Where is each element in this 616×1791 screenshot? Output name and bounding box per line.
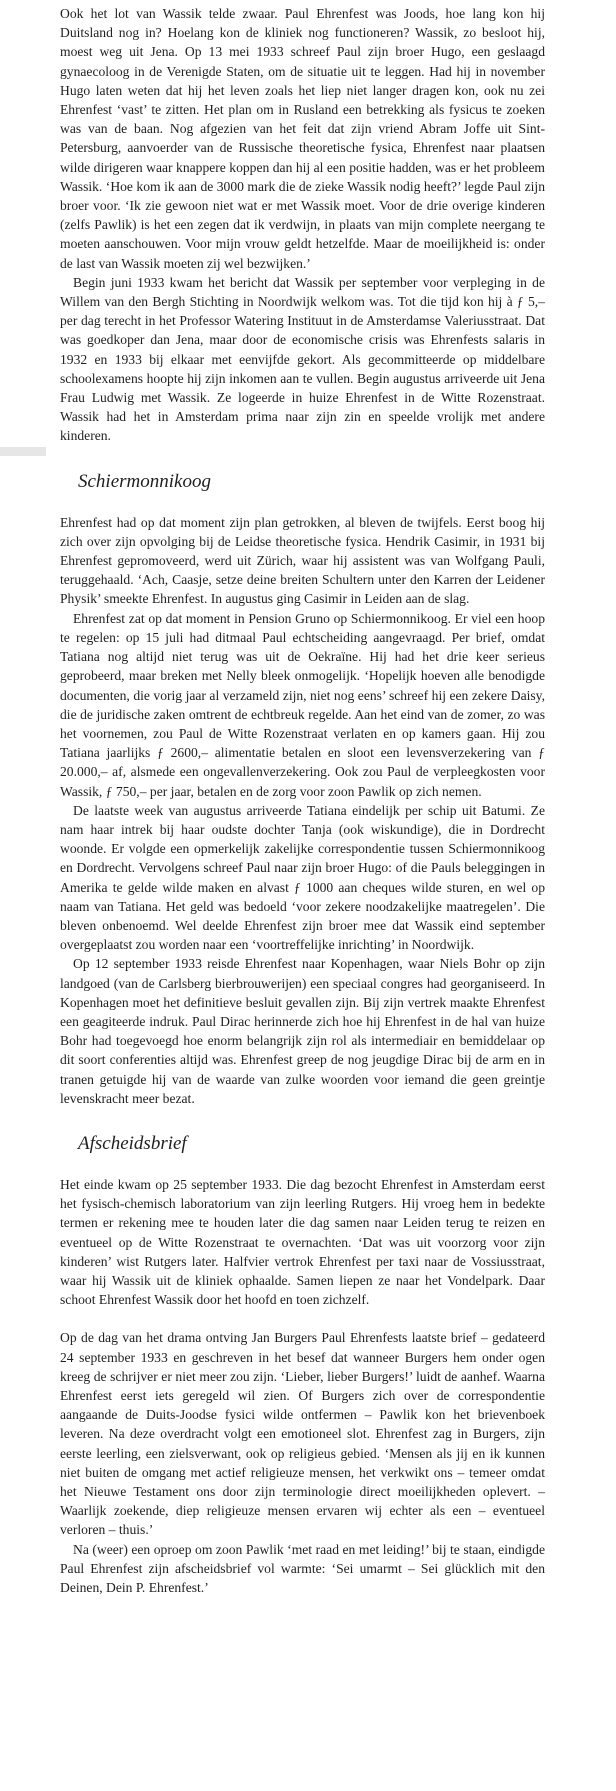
paragraph: Op de dag van het drama ontving Jan Burgers Paul Ehrenfests laatste brief – gedateerd 24 september 1933 en geschreven in het besef dat wanneer Burgers hem onder ogen kreeg de schrijver er niet meer zou zijn. ‘Lieber, lieber Burgers!’ luidt de aanhef. Waarna Ehrenfest eerst iets geregeld wil zien. Of Burgers zich over de correspondentie aangaande de Duits-Joodse fysici wilde ontfermen – Pawlik kon het brievenboek leveren. Na deze overdracht volgt een emotioneel slot. Ehrenfest zag in Burgers, zijn eerste leerling, een zielsverwant, ook op religieus gebied. ‘Mensen als jij en ik kunnen niet buiten de omgang met actief religieuze mensen, het verkwikt ons – temeer omdat het Nieuwe Testament ons door zijn terminologie direct moeilijkheden oplevert. – Waarlijk zoekende, diep religieuze mensen ervaren wij echter als een – eventueel verloren – thuis.’ bbox=[60, 1330, 545, 1538]
paragraph: Ehrenfest zat op dat moment in Pension Gruno op Schiermonnikoog. Er viel een hoop te regelen: op 15 juli had ditmaal Paul echtscheiding aangevraagd. Per brief, omdat Tatiana nog altijd niet terug was uit de Oekraïne. Hij had het drie keer serieus geprobeerd, maar breken met Nelly bleek onmogelijk. ‘Hopelijk hoeven alle benodigde documenten, die vorig jaar al verzameld zijn, niet nog eens’ schreef hij een zekere Daisy, die de juridische zaken omtrent de echtbreuk regelde. Aan het eind van de zomer, zo was het voornemen, zou Paul de Witte Rozenstraat verlaten en op kamers gaan. Hij zou Tatiana jaarlijks ƒ 2600,– alimentatie betalen en sloot een levensverzekering van ƒ 20.000,– af, alsmede een ongevallenverzekering. Ook zou Paul de verpleegkosten voor Wassik, ƒ 750,– per jaar, betalen en de zorg voor zoon Pawlik op zich nemen. bbox=[60, 610, 545, 799]
paragraph: Na (weer) een oproep om zoon Pawlik ‘met raad en met leiding!’ bij te staan, eindigde Paul Ehrenfest zijn afscheidsbrief vol warmte: ‘Sei umarmt – Sei glücklich mit den Deinen, Dein P. Ehrenfest.’ bbox=[60, 1541, 545, 1596]
paragraph: Het einde kwam op 25 september 1933. Die dag bezocht Ehrenfest in Amsterdam eerst het fysisch-chemisch laboratorium van zijn leerling Rutgers. Hij vroeg hem in bedekte termen er rekening mee te houden later die dag samen naar Leiden terug te reizen en eventueel op de Witte Rozenstraat te overnachten. ‘Dat was uit voorzorg voor zijn kinderen’ wist Rutgers later. Halfvier vertrok Ehrenfest per taxi naar de Vossiusstraat, waar hij Wassik uit de kliniek ophaalde. Samen liepen ze naar het Vondelpark. Daar schoot Ehrenfest Wassik door het hoofd en toen zichzelf. bbox=[60, 1176, 545, 1308]
paragraph-gap bbox=[60, 1309, 545, 1328]
paragraph: Op 12 september 1933 reisde Ehrenfest naar Kopenhagen, waar Niels Bohr op zijn landgoed (van de Carlsberg bierbrouwerijen) een speciaal congres had georganiseerd. In Kopenhagen moet het definitieve besluit gevallen zijn. Bij zijn vertrek maakte Ehrenfest een geagiteerde indruk. Paul Dirac herinnerde zich hoe hij Ehrenfest in de hal van huize Bohr had toegevoegd hoe enorm belangrijk zijn rol als intermediair en bemiddelaar op dit soort conferenties altijd was. Ehrenfest greep de nog jeugdige Dirac bij de arm en in tranen getuigde hij van de waarde van zulke woorden voor iemand die geen greintje levenskracht meer bezat. bbox=[60, 956, 545, 1106]
paragraph: Ook het lot van Wassik telde zwaar. Paul Ehrenfest was Joods, hoe lang kon hij Duitsland nog in? Hoelang kon de kliniek nog functioneren? Wassik, zo besloot hij, moest weg uit Jena. Op 13 mei 1933 schreef Paul zijn broer Hugo, een geslaagd gynaecoloog in de Verenigde Staten, om de situatie uit te leggen. Had hij in november Hugo laten weten dat hij het leven zoals het liep niet langer dragen kon, ook nu zei Ehrenfest ‘vast’ te zitten. Het plan om in Rusland een betrekking als fysicus te zoeken was van de baan. Nog afgezien van het feit dat zijn vriend Abram Joffe uit Sint-Petersburg, aanvoerder van de Russische theoretische fysica, Ehrenfest naar plaatsen wilde dirigeren waar knappere koppen dan hij al een positie hadden, was er het probleem Wassik. ‘Hoe kom ik aan de 3000 mark die de zieke Wassik nodig heeft?’ legde Paul zijn broer voor. ‘Ik zie gewoon niet wat er met Wassik moet. Voor de drie overige kinderen (zelfs Pawlik) is het een zegen dat ik verdwijn, in plaats van mijn complete neergang te moeten aanschouwen. Voor mijn vrouw geldt hetzelfde. Maar de moeilijkheid is: onder de last van Wassik moeten zij wel bezwijken.’ bbox=[60, 6, 545, 271]
book-page bbox=[60, 4, 545, 1597]
margin-marker bbox=[0, 447, 46, 456]
paragraph: De laatste week van augustus arriveerde Tatiana eindelijk per schip uit Batumi. Ze nam haar intrek bij haar oudste dochter Tanja (ook wiskundige), die in Dordrecht woonde. Er volgde een opmerkelijk zakelijke correspondentie tussen Schiermonnikoog en Dordrecht. Vervolgens schreef Paul naar zijn broer Hugo: of die Pauls beleggingen in Amerika te gelde wilde maken en alvast ƒ 1000 aan cheques wilde sturen, en wel op naam van Tatiana. Het geld was bedoeld ‘voor zekere noodzakelijke maatregelen’. Die bleven onbenoemd. Wel deelde Ehrenfest zijn broer mee dat Wassik eind september overgeplaatst zou worden naar een ‘voortreffelijke inrichting’ in Noordwijk. bbox=[60, 802, 545, 953]
section-heading-schiermonnikoog: Schiermonnikoog bbox=[78, 470, 211, 492]
paragraph: Begin juni 1933 kwam het bericht dat Wassik per september voor verpleging in de Willem van den Bergh Stichting in Noordwijk welkom was. Tot die tijd kon hij à ƒ 5,– per dag terecht in het Professor Watering Instituut in de Amsterdamse Valeriusstraat. Dat was goedkoper dan Jena, maar door de economische crisis was Ehrenfests salaris in 1932 en 1933 bij elkaar met eenvijfde gekort. Als gecommitteerde op middelbare schoolexamens hoopte hij zijn inkomen aan te vullen. Begin augustus arriveerde uit Jena Frau Ludwig met Wassik. Ze logeerde in huize Ehrenfest in de Witte Rozenstraat. Wassik had het in Amsterdam prima naar zijn zin en speelde vrolijk met andere kinderen. bbox=[60, 274, 545, 444]
section-heading-afscheidsbrief: Afscheidsbrief bbox=[78, 1132, 187, 1154]
paragraph: Ehrenfest had op dat moment zijn plan getrokken, al bleven de twijfels. Eerst boog hij zich over zijn opvolging bij de Leidse theoretische fysica. Hendrik Casimir, in 1931 bij Ehrenfest gepromoveerd, werd uit Zürich, waar hij assistent was van Wolfgang Pauli, teruggehaald. ‘Ach, Caasje, setze deine breiten Schultern unter den Karren der Leidener Physik’ smeekte Ehrenfest. In augustus ging Casimir in Leiden aan de slag. bbox=[60, 514, 545, 607]
